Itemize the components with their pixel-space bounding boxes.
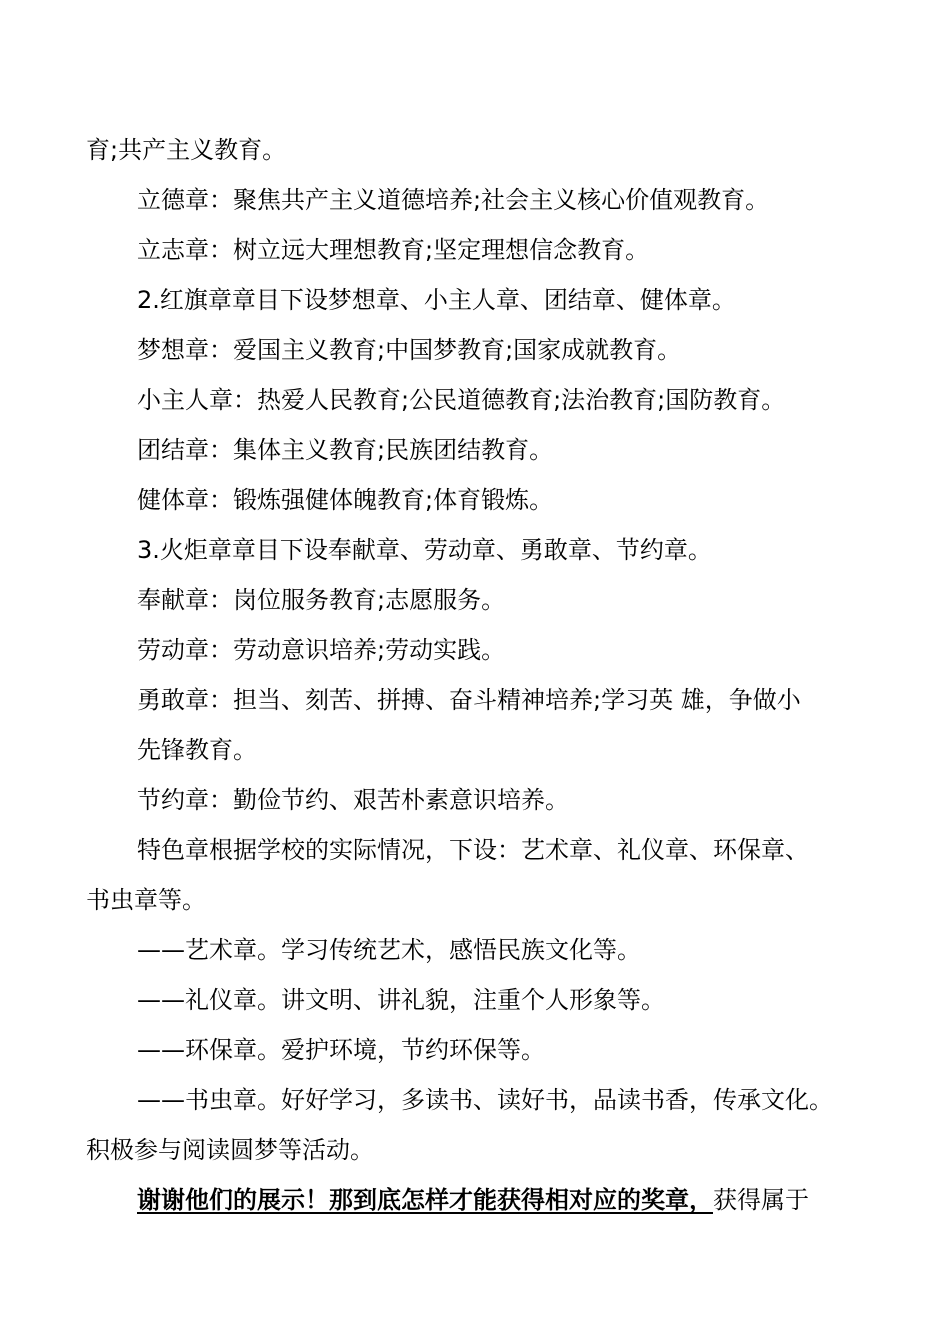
text-line: ——礼仪章。讲文明、讲礼貌，注重个人形象等。 — [137, 986, 665, 1014]
text-line: 劳动章：劳动意识培养;劳动实践。 — [137, 636, 506, 664]
text-line: 立志章：树立远大理想教育;坚定理想信念教育。 — [137, 236, 650, 264]
text-line: 育;共产主义教育。 — [86, 136, 287, 164]
text-line-emphasis — [137, 1182, 882, 1218]
text-line: 健体章：锻炼强健体魄教育;体育锻炼。 — [137, 486, 554, 514]
text-line: ——环保章。爱护环境，节约环保等。 — [137, 1036, 545, 1064]
text-line: 特色章根据学校的实际情况，下设：艺术章、礼仪章、环保章、 — [137, 836, 809, 864]
text-line: 节约章：勤俭节约、艰苦朴素意识培养。 — [137, 786, 569, 814]
text-line: 团结章：集体主义教育;民族团结教育。 — [137, 436, 554, 464]
emphasis-text: 谢谢他们的展示！那到底怎样才能获得相对应的奖章， — [137, 1186, 713, 1214]
text-line: 梦想章：爱国主义教育;中国梦教育;国家成就教育。 — [137, 336, 682, 364]
text-line: 积极参与阅读圆梦等活动。 — [86, 1136, 374, 1164]
text-line: 3.火炬章章目下设奉献章、劳动章、勇敢章、节约章。 — [137, 536, 712, 564]
text-line: 书虫章等。 — [86, 886, 206, 914]
text-line: 先锋教育。 — [137, 736, 257, 764]
text-line: 小主人章：热爱人民教育;公民道德教育;法治教育;国防教育。 — [137, 386, 786, 414]
text-line: 2.红旗章章目下设梦想章、小主人章、团结章、健体章。 — [137, 286, 736, 314]
text-line: ——书虫章。好好学习，多读书、读好书，品读书香，传承文化。 — [137, 1086, 833, 1114]
text-line: 立德章：聚焦共产主义道德培养;社会主义核心价值观教育。 — [137, 186, 770, 214]
text-line: ——艺术章。学习传统艺术，感悟民族文化等。 — [137, 936, 641, 964]
continuation-text: 获得属于 — [713, 1186, 809, 1214]
text-line: 奉献章：岗位服务教育;志愿服务。 — [137, 586, 506, 614]
text-line: 勇敢章：担当、刻苦、拼搏、奋斗精神培养;学习英 雄，争做小 — [137, 686, 801, 714]
